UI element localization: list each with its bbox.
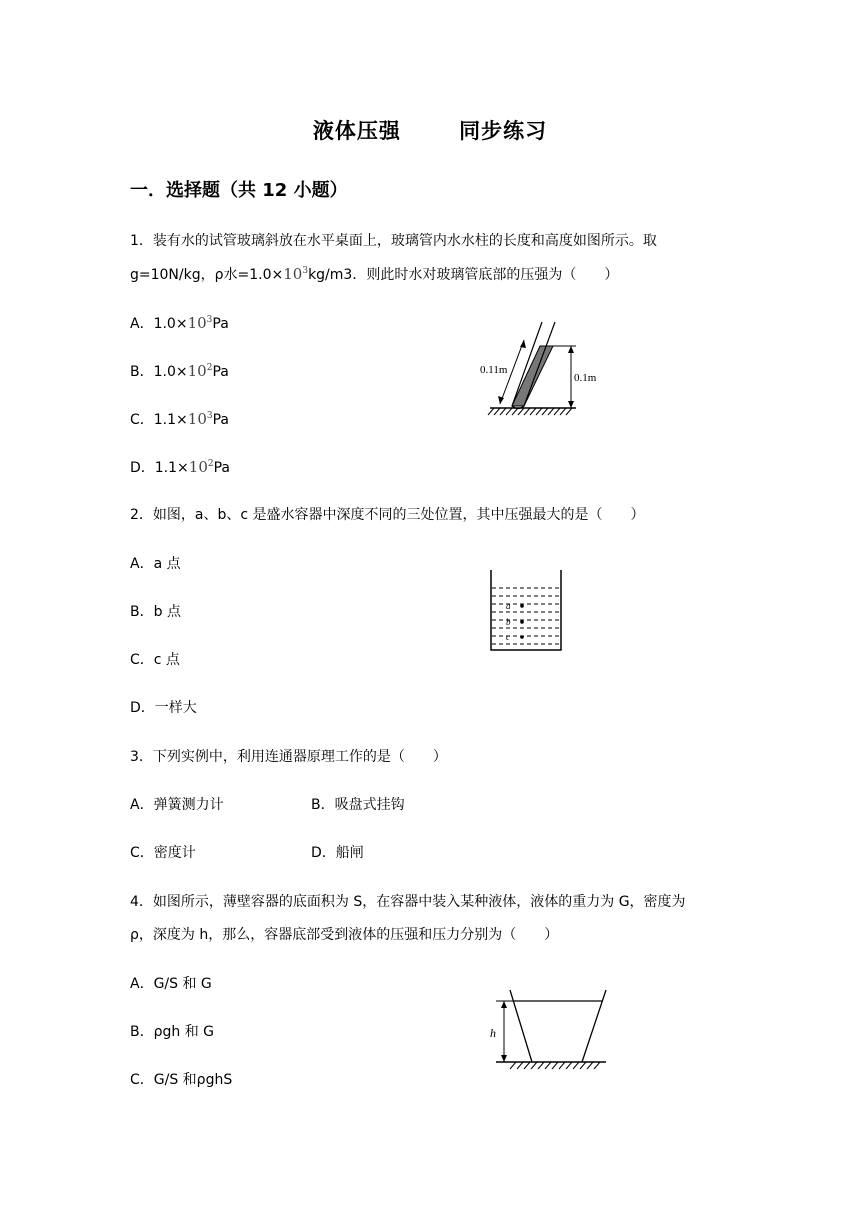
q3-option-a[interactable]: A．弹簧测力计: [130, 797, 224, 813]
q4-stem-line2: ρ，深度为 h，那么，容器底部受到液体的压强和压力分别为（ ）: [130, 927, 559, 943]
q4-container-figure: [486, 988, 610, 1074]
q2-option-b[interactable]: B．b 点: [130, 604, 181, 620]
q1-option-b[interactable]: B．$1.0\times 10^2Pa$: [130, 362, 229, 380]
q3-option-b[interactable]: B．吸盘式挂钩: [311, 797, 405, 813]
q2-fig-label-c: c: [506, 632, 510, 642]
page-title: 液体压强 同步练习: [312, 119, 548, 143]
q1-stem-line2: g=10N/kg，ρ水$=1.0\times 10^3kg/m3$．则此时水对玻璃管底部的压强为（ ）: [130, 265, 619, 283]
q4-option-c[interactable]: C．G/S 和ρghS: [130, 1072, 233, 1088]
q2-option-a[interactable]: A．a 点: [130, 556, 181, 572]
q3-stem: 3．下列实例中，利用连通器原理工作的是（ ）: [130, 749, 447, 765]
q1-option-a[interactable]: A．$1.0\times 10^3Pa$: [130, 314, 229, 332]
q4-fig-h-label: h: [490, 1026, 496, 1040]
q1-option-c[interactable]: C．$1.1\times 10^3Pa$: [130, 410, 230, 428]
q3-option-c[interactable]: C．密度计: [130, 845, 196, 861]
q4-option-b[interactable]: B．ρgh 和 G: [130, 1024, 214, 1040]
section-heading: 一．选择题（共 12 小题）: [130, 180, 348, 201]
q4-stem-line1: 4．如图所示，薄壁容器的底面积为 S，在容器中装入某种液体，液体的重力为 G，密度为: [130, 894, 686, 910]
q1-option-d[interactable]: D．$1.1\times 10^2Pa$: [130, 458, 231, 476]
q3-option-d[interactable]: D．船闸: [311, 845, 364, 861]
q1-fig-height-label: 0.1m: [574, 372, 597, 384]
q2-option-c[interactable]: C．c 点: [130, 652, 180, 668]
q2-option-d[interactable]: D．一样大: [130, 700, 197, 716]
q4-option-a[interactable]: A．G/S 和 G: [130, 976, 212, 992]
q1-tube-figure: [478, 318, 597, 423]
q2-fig-label-b: b: [506, 617, 511, 627]
q1-fig-length-label: 0.11m: [480, 364, 508, 376]
q2-fig-label-a: a: [506, 601, 511, 611]
q2-stem: 2．如图，a、b、c 是盛水容器中深度不同的三处位置，其中压强最大的是（ ）: [130, 507, 645, 523]
q2-container-figure: [488, 570, 564, 654]
q1-stem-line1: 1．装有水的试管玻璃斜放在水平桌面上，玻璃管内水水柱的长度和高度如图所示。取: [130, 233, 657, 249]
